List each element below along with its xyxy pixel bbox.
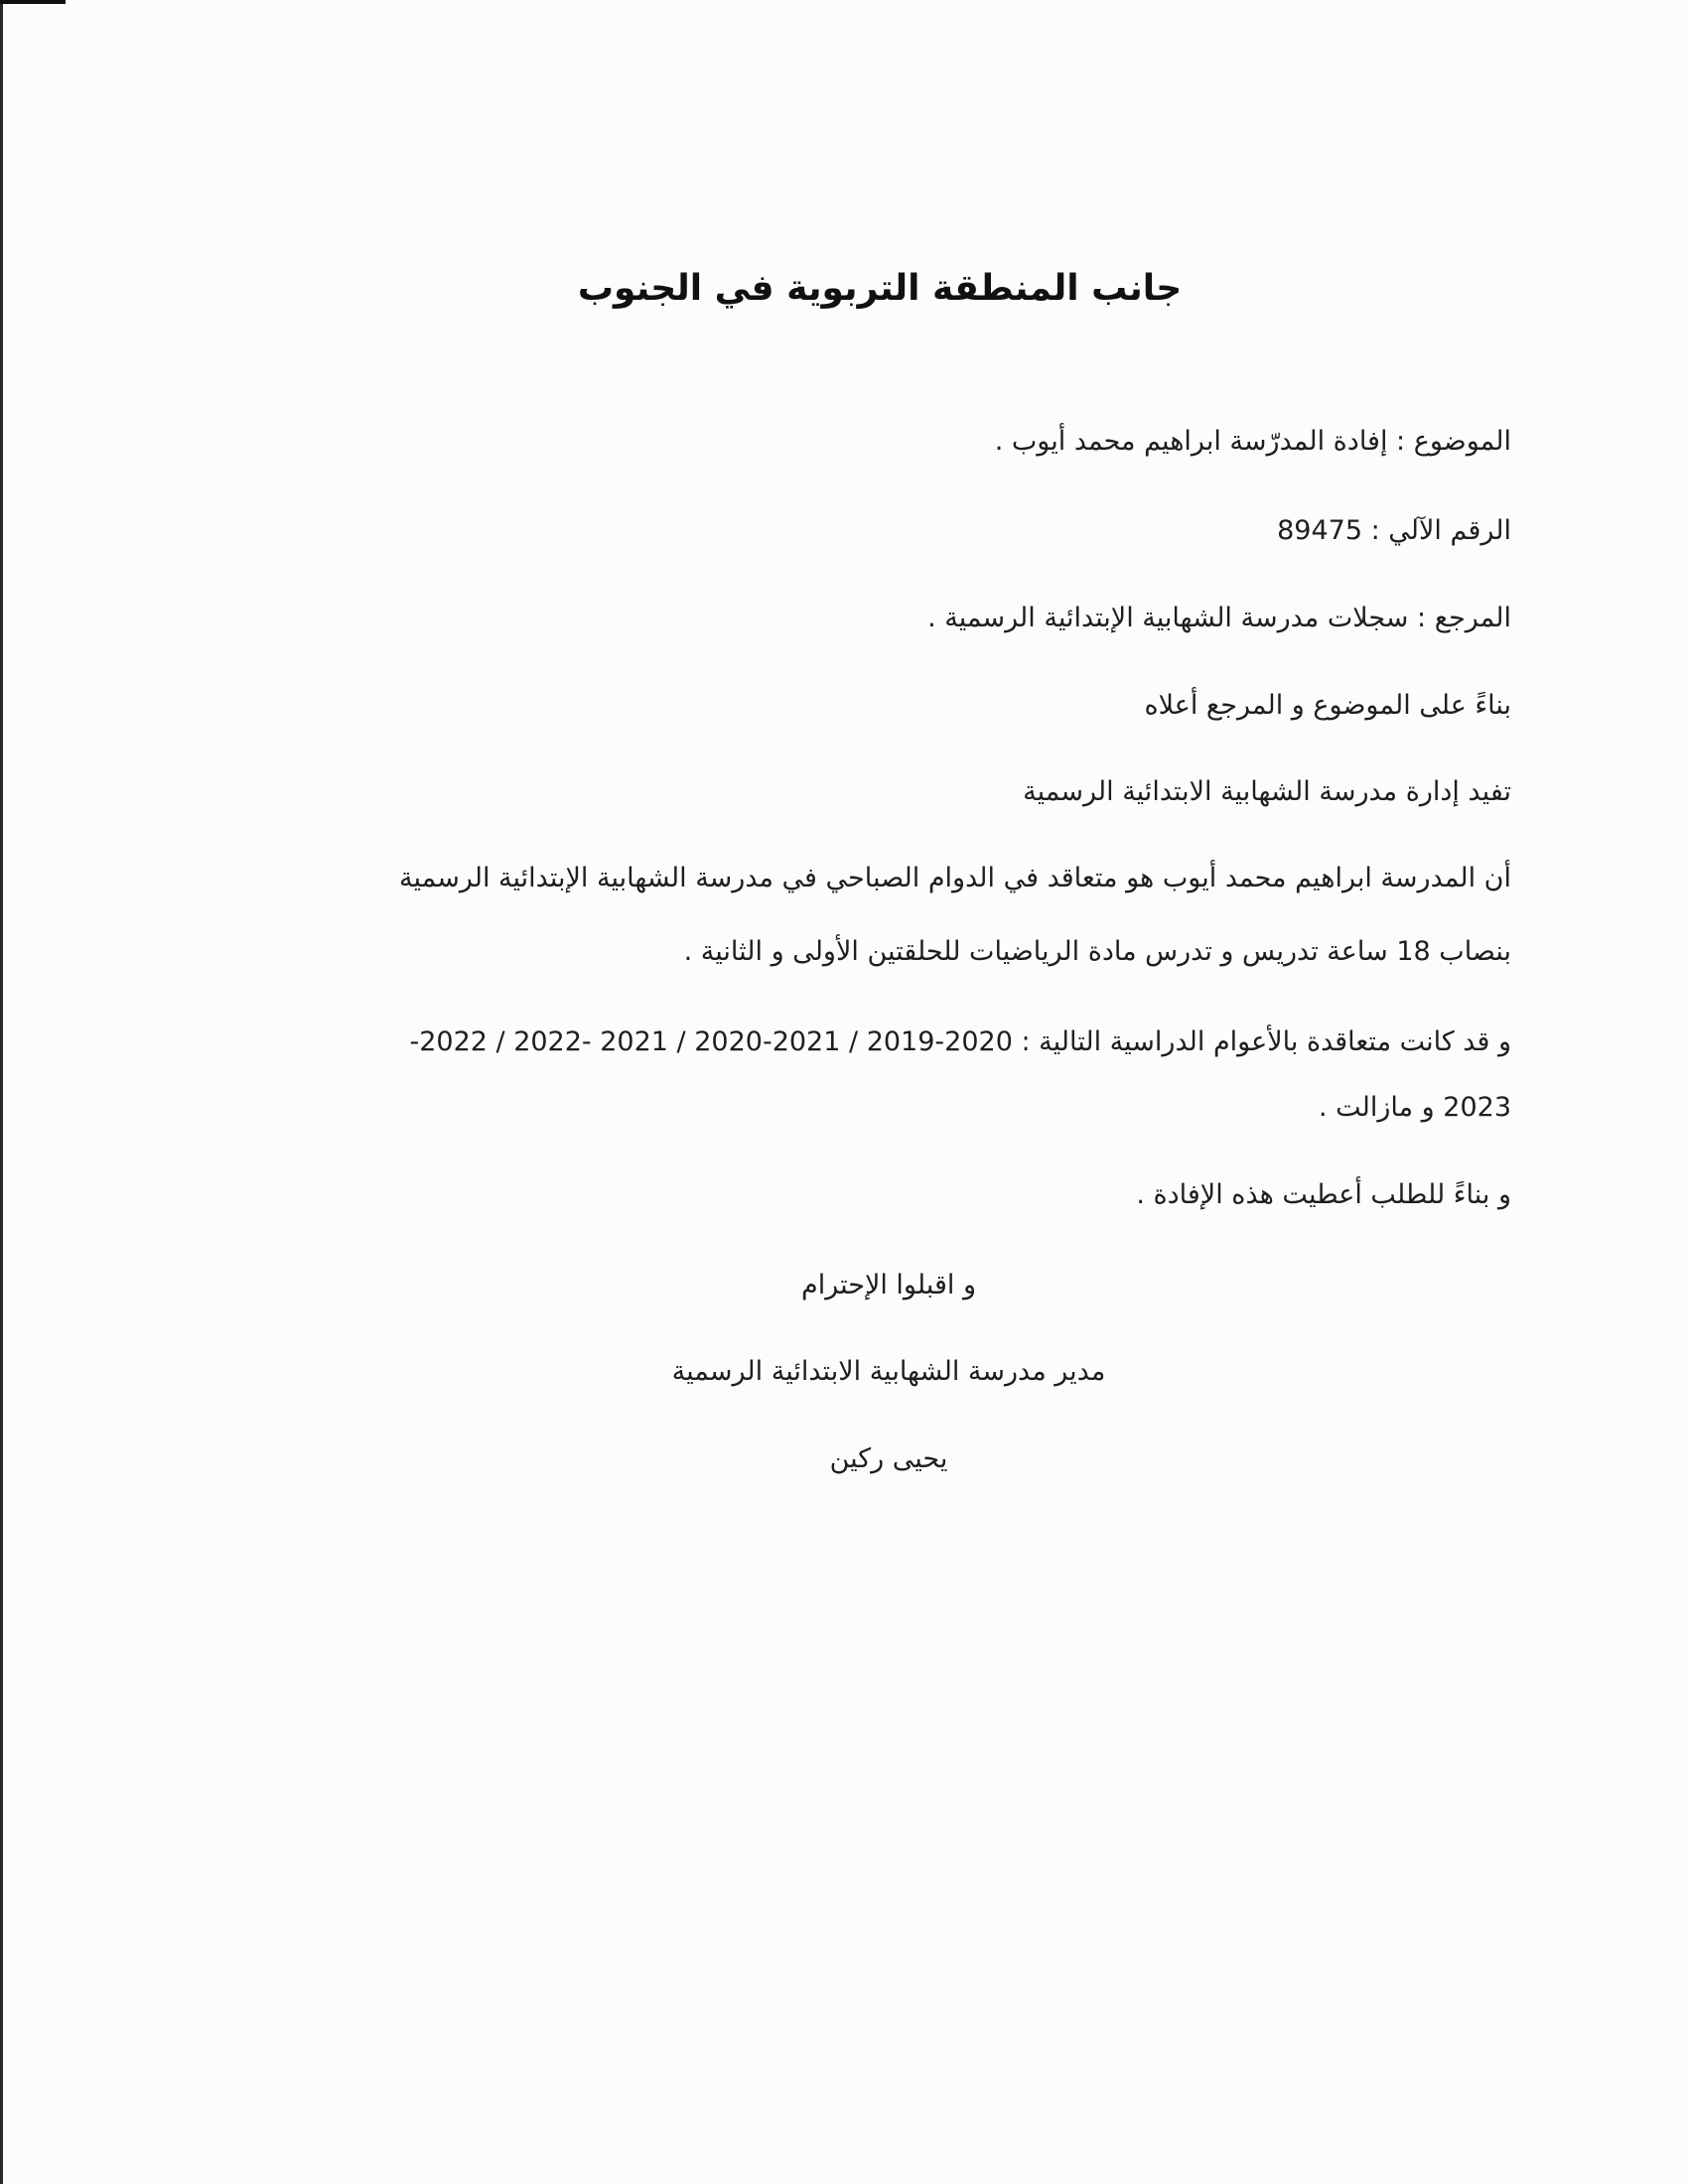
auto-number-line: الرقم الآلي : 89475 <box>1277 515 1511 546</box>
based-on-line: بناءً على الموضوع و المرجع أعلاه <box>1144 690 1511 721</box>
document-title: جانب المنطقة التربوية في الجنوب <box>577 268 1183 309</box>
admin-notice-line: تفيد إدارة مدرسة الشهابية الابتدائية الرسمية <box>1023 776 1511 807</box>
body-line-2: بنصاب 18 ساعة تدريس و تدرس مادة الرياضيات للحلقتين الأولى و الثانية . <box>683 936 1511 967</box>
signatory-title: مدير مدرسة الشهابية الابتدائية الرسمية <box>671 1356 1106 1387</box>
subject-line: الموضوع : إفادة المدرّسة ابراهيم محمد أيوب . <box>994 426 1511 457</box>
years-line-2: 2023 و مازالت . <box>1318 1092 1511 1123</box>
signatory-name: يحيى ركين <box>829 1443 948 1474</box>
years-line-1: و قد كانت متعاقدة بالأعوام الدراسية التالية : 2020-2019 / 2021-2020 / 2021 -2022 / 2022- <box>409 1026 1511 1057</box>
closing-line: و اقبلوا الإحترام <box>800 1270 976 1300</box>
scan-edge <box>0 0 3 2184</box>
request-line: و بناءً للطلب أعطيت هذه الإفادة . <box>1136 1179 1511 1210</box>
scan-edge-mark <box>0 0 66 4</box>
body-line-1: أن المدرسة ابراهيم محمد أيوب هو متعاقد في الدوام الصباحي في مدرسة الشهابية الإبتدائية الرسمية <box>398 863 1511 893</box>
reference-line: المرجع : سجلات مدرسة الشهابية الإبتدائية الرسمية . <box>927 603 1511 633</box>
